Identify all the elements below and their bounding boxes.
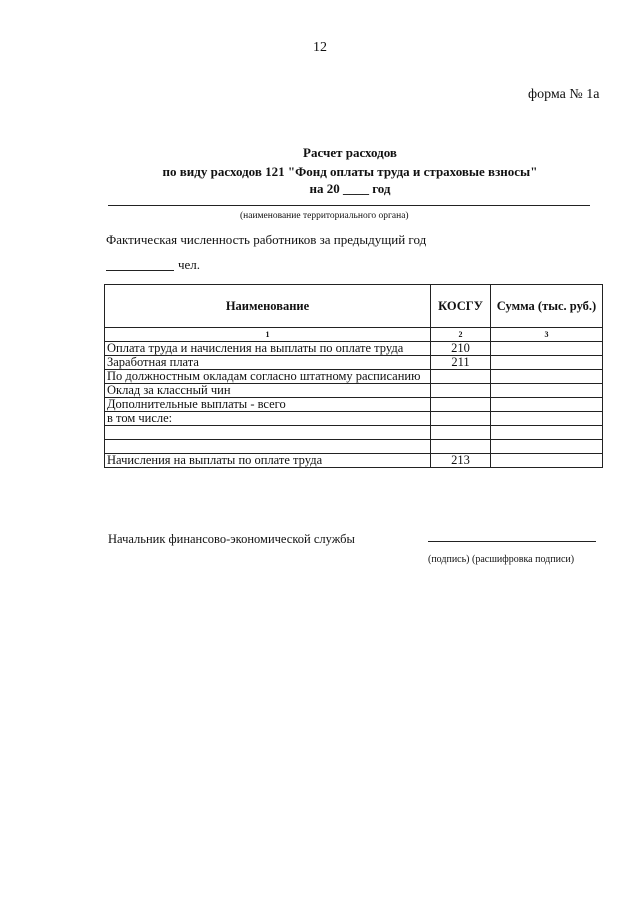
row-sum: [491, 384, 603, 398]
document-year-line: на 20 ____ год: [309, 181, 391, 196]
row-name: Заработная плата: [105, 356, 431, 370]
column-number: 1: [105, 328, 431, 342]
headcount-unit: чел.: [178, 257, 201, 272]
row-sum: [491, 412, 603, 426]
org-name-line: [108, 205, 590, 206]
row-name: Оклад за классный чин: [105, 384, 431, 398]
row-sum: [491, 342, 603, 356]
document-subtitle: по виду расходов 121 "Фонд оплаты труда и страховые взносы": [162, 164, 538, 179]
table-row: [105, 370, 603, 384]
row-name: Дополнительные выплаты - всего: [105, 398, 431, 412]
headcount-label: Фактическая численность работников за предыдущий год: [106, 232, 427, 247]
row-code: [431, 370, 491, 384]
header-name: Наименование: [105, 285, 431, 328]
row-sum: [491, 454, 603, 468]
row-sum: [491, 426, 603, 440]
table-row: [105, 342, 603, 356]
row-code: [431, 398, 491, 412]
table-row: [105, 356, 603, 370]
signatory-position: Начальник финансово-экономической службы: [108, 532, 355, 546]
row-sum: [491, 440, 603, 454]
row-code: 211: [431, 356, 491, 370]
table-row: [105, 454, 603, 468]
page-number: 12: [313, 40, 327, 55]
row-name: в том числе:: [105, 412, 431, 426]
row-code: [431, 426, 491, 440]
table-row: [105, 426, 603, 440]
form-number: форма № 1а: [528, 87, 600, 102]
row-code: [431, 384, 491, 398]
row-name: [105, 440, 431, 454]
row-code: [431, 440, 491, 454]
table-row: [105, 398, 603, 412]
row-code: 210: [431, 342, 491, 356]
row-name: Оплата труда и начисления на выплаты по оплате труда: [105, 342, 431, 356]
org-name-caption: (наименование территориального органа): [240, 211, 409, 221]
document-title: Расчет расходов: [303, 145, 397, 160]
row-sum: [491, 398, 603, 412]
row-sum: [491, 356, 603, 370]
column-number: 3: [491, 328, 603, 342]
table-row: [105, 384, 603, 398]
signature-line: [428, 541, 596, 542]
column-number: 2: [431, 328, 491, 342]
column-number-row: [105, 328, 603, 342]
table-row: [105, 412, 603, 426]
headcount-value-line: [106, 270, 174, 271]
row-name: [105, 426, 431, 440]
signature-caption: (подпись) (расшифровка подписи): [428, 554, 575, 565]
row-code: 213: [431, 454, 491, 468]
header-sum: Сумма (тыс. руб.): [491, 285, 603, 328]
row-code: [431, 412, 491, 426]
row-name: Начисления на выплаты по оплате труда: [105, 454, 431, 468]
row-sum: [491, 370, 603, 384]
row-name: По должностным окладам согласно штатному расписанию: [105, 370, 431, 384]
header-kosgu: КОСГУ: [431, 285, 491, 328]
table-header-row: [105, 285, 603, 328]
table-row: [105, 440, 603, 454]
expense-table: [104, 284, 603, 468]
